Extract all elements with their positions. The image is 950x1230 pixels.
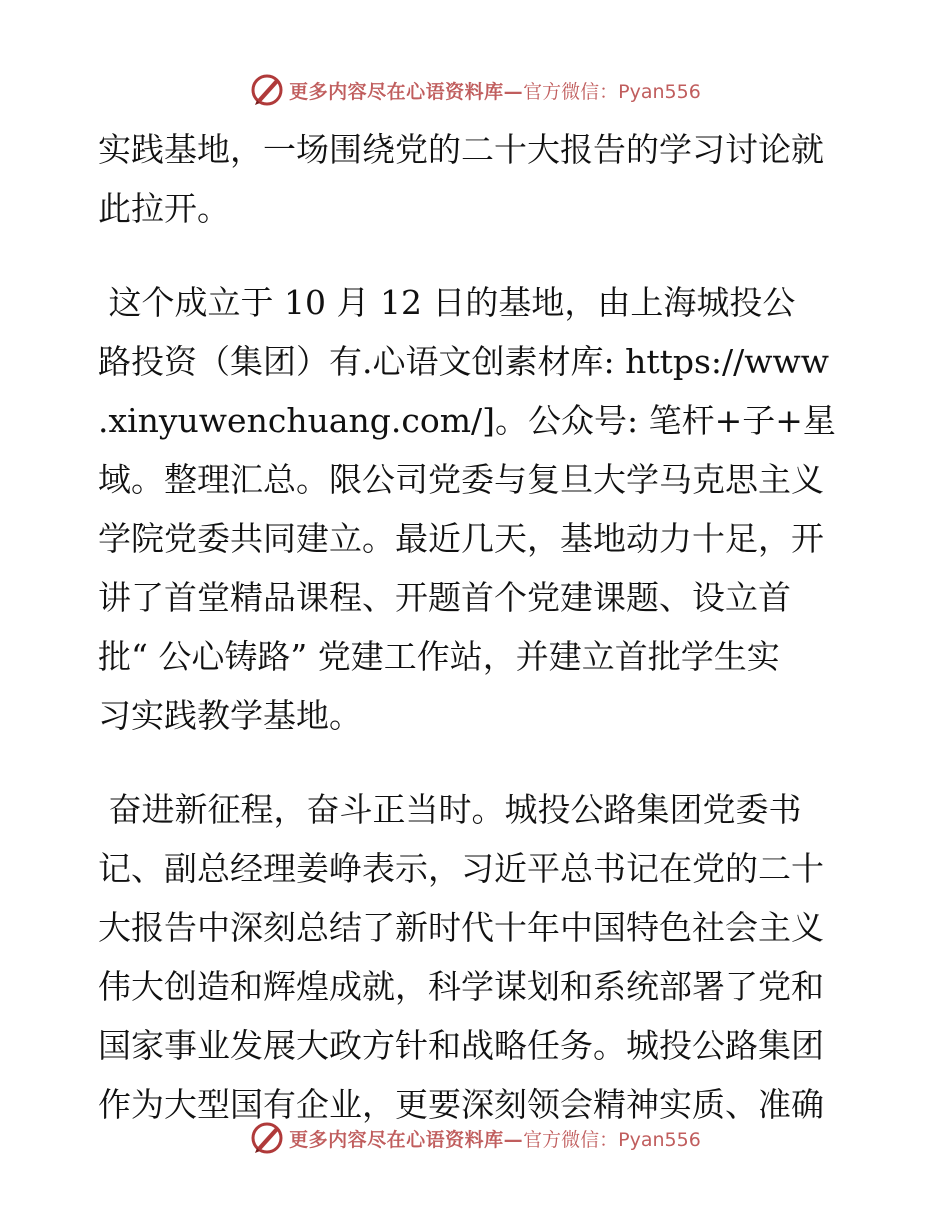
pen-logo-icon xyxy=(249,72,285,108)
document-body xyxy=(98,120,858,1134)
text-line: .xinyuwenchuang.com/]。公众号: 笔杆+子+星 xyxy=(98,401,836,440)
watermark-footer xyxy=(0,1118,950,1158)
text-line: 伟大创造和辉煌成就，科学谋划和系统部署了党和 xyxy=(98,967,824,1006)
text-line: 记、副总经理姜峥表示，习近平总书记在党的二十 xyxy=(98,849,824,888)
text-line: 国家事业发展大政方针和战略任务。城投公路集团 xyxy=(98,1026,824,1065)
text-line: 实践基地，一场围绕党的二十大报告的学习讨论就 xyxy=(98,130,824,169)
text-line: 奋进新征程，奋斗正当时。城投公路集团党委书 xyxy=(98,790,802,829)
text-line: 讲了首堂精品课程、开题首个党建课题、设立首 xyxy=(98,578,791,617)
watermark-header xyxy=(0,70,950,110)
text-line: 作为大型国有企业，更要深刻领会精神实质、准确 xyxy=(98,1085,824,1124)
text-line: 学院党委共同建立。最近几天，基地动力十足，开 xyxy=(98,519,824,558)
paragraph xyxy=(98,780,858,1134)
watermark-text: 更多内容尽在心语资料库— xyxy=(289,1128,524,1151)
paragraph xyxy=(98,120,858,238)
pen-logo-icon xyxy=(249,1120,285,1156)
paragraph xyxy=(98,273,858,745)
text-line: 批“ 公心铸路” 党建工作站，并建立首批学生实 xyxy=(98,637,780,676)
watermark-contact: 官方微信：Pyan556 xyxy=(523,1128,701,1151)
text-line: 大报告中深刻总结了新时代十年中国特色社会主义 xyxy=(98,908,824,947)
text-line: 路投资（集团）有.心语文创素材库: https://www xyxy=(98,342,830,381)
text-line: 此拉开。 xyxy=(98,189,230,228)
text-line: 域。整理汇总。限公司党委与复旦大学马克思主义 xyxy=(98,460,824,499)
watermark-text: 更多内容尽在心语资料库— xyxy=(289,80,524,103)
text-line: 习实践教学基地。 xyxy=(98,696,362,735)
watermark-contact: 官方微信：Pyan556 xyxy=(523,80,701,103)
text-line: 这个成立于 10 月 12 日的基地，由上海城投公 xyxy=(98,283,796,322)
